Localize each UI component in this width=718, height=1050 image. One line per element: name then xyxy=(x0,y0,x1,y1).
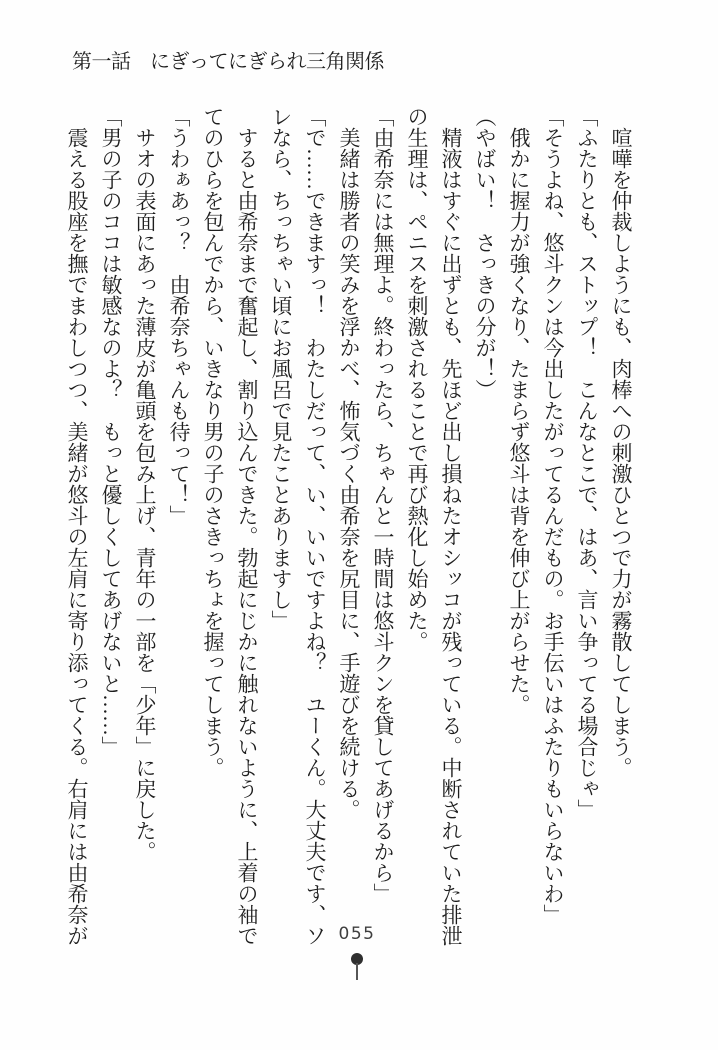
paragraph: 美緒は勝者の笑みを浮かべ、怖気づく由希奈を尻目に、手遊びを続ける。 xyxy=(337,127,361,820)
chapter-header xyxy=(72,45,384,74)
paragraph: サオの表面にあった薄皮が亀頭を包み上げ、青年の一部を「少年」に戻した。 xyxy=(133,127,157,862)
paragraph: 「で……できますっ！ わたしだって、い、いいですよね？ ユーくん。大丈夫です、ソレなら、ちっちゃい頃にお風呂で見たことありますし」 xyxy=(269,106,327,946)
ornament-stem xyxy=(356,963,358,980)
paragraph: 俄かに握力が強くなり、たまらず悠斗は背を伸び上がらせた。 xyxy=(507,127,531,715)
page-footer xyxy=(0,924,718,1050)
paragraph: 「うわぁあっ？ 由希奈ちゃんも待って！」 xyxy=(167,106,191,526)
paragraph: 「男の子のココは敏感なのよ？ もっと優しくしてあげないと……」 xyxy=(99,106,123,757)
paragraph: 震える股座を撫でまわしつつ、美緒が悠斗の左肩に寄り添ってくる。右肩には由希奈が xyxy=(65,127,89,946)
paragraph: 喧嘩を仲裁しようにも、肉棒への刺激ひとつで力が霧散してしまう。 xyxy=(609,127,633,778)
paragraph: 精液はすぐに出ずとも、先ほど出し損ねたオシッコが残っている。中断されていた排泄の生理は、ペニスを刺激されることで再び熱化し始めた。 xyxy=(405,106,463,946)
paragraph: （やばい！ さっきの分が！） xyxy=(473,106,497,400)
paragraph: 「ふたりとも、ストップ！ こんなとこで、はあ、言い争ってる場合じゃ」 xyxy=(575,106,599,820)
text-block xyxy=(58,106,638,948)
paragraph: 「由希奈には無理よ。終わったら、ちゃんと一時間は悠斗クンを貸してあげるから」 xyxy=(371,106,395,904)
paragraph: すると由希奈まで奮起し、割り込んできた。勃起にじかに触れないように、上着の袖でてのひらを包んでから、いきなり男の子のさきっちょを握ってしまう。 xyxy=(201,106,259,946)
page-number: 055 xyxy=(338,924,376,944)
chapter-title: 第一話 にぎってにぎられ三角関係 xyxy=(72,51,384,73)
paragraph: 「そうよね、悠斗クンは今出したがってるんだもの。お手伝いはふたりもいらないわ」 xyxy=(541,106,565,925)
